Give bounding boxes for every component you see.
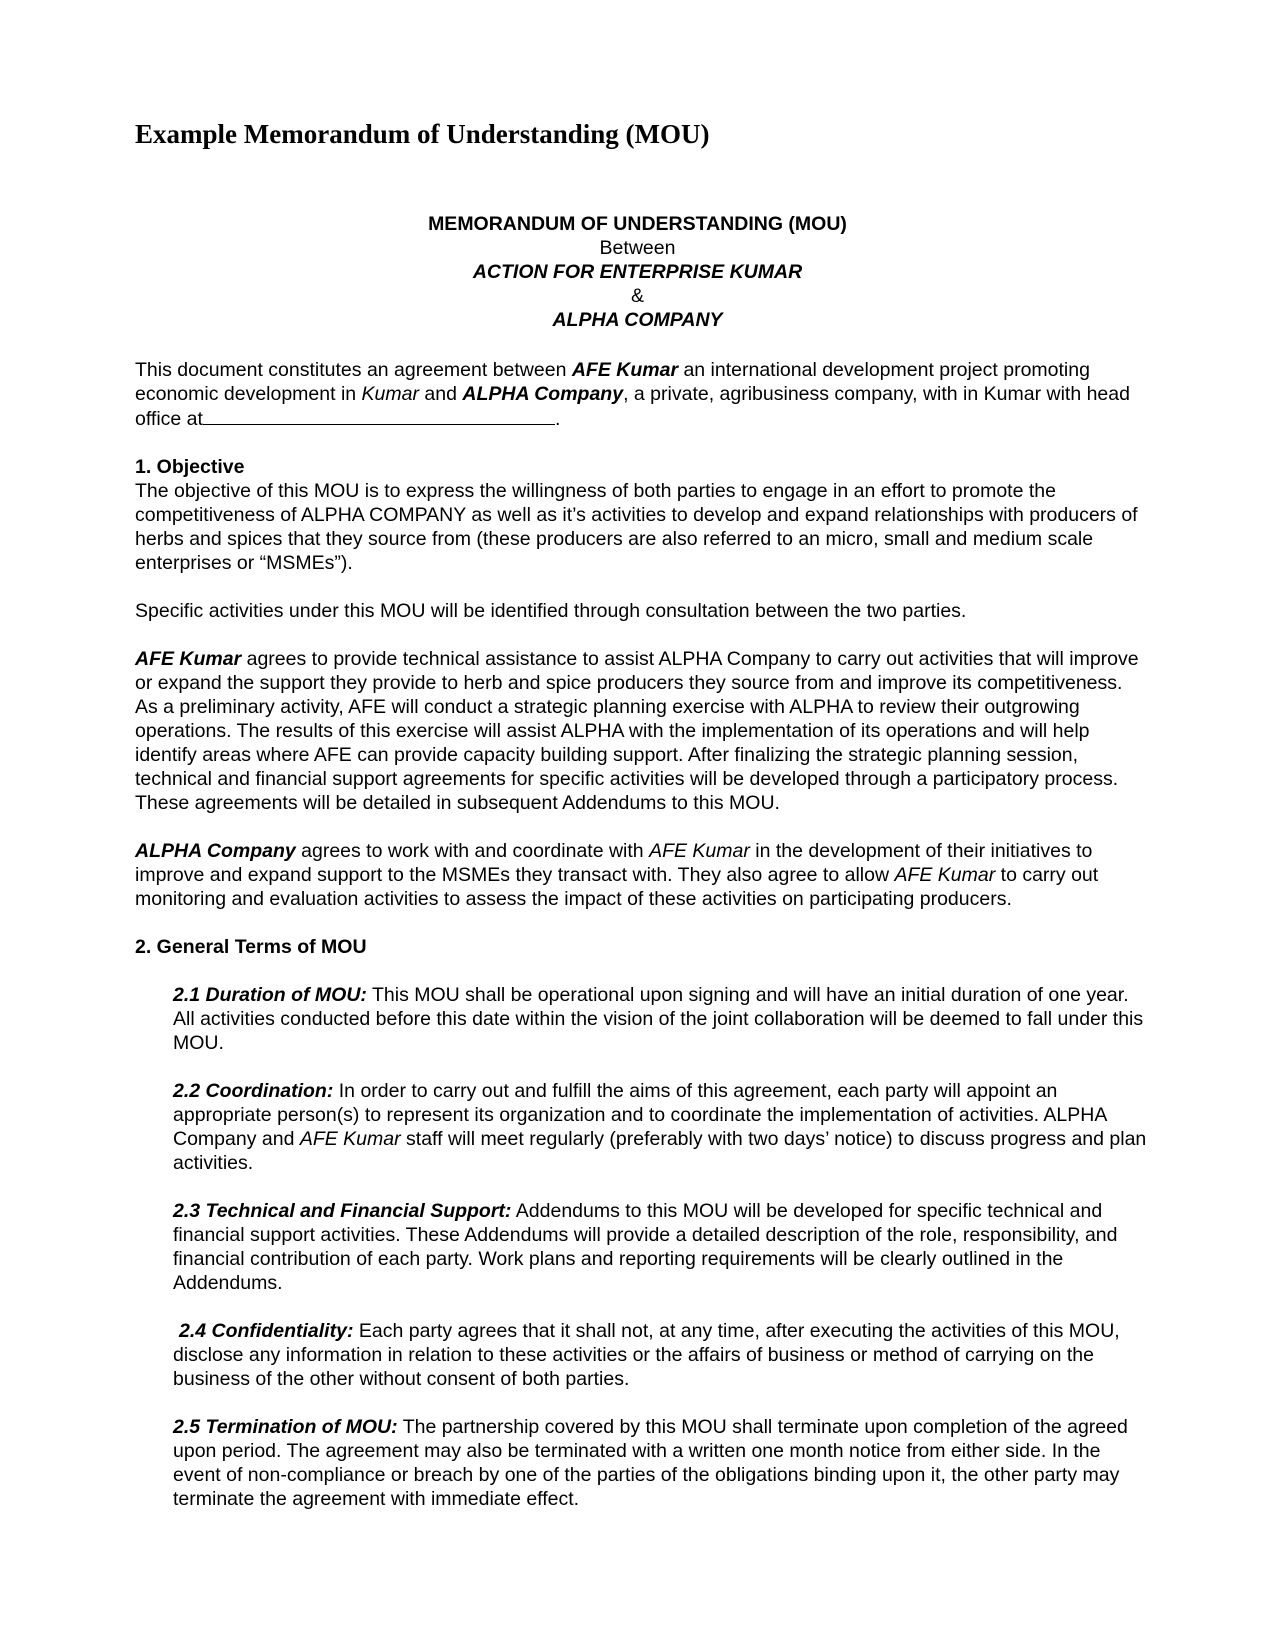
clause-text: Addendums to this MOU will be developed for specific technical and financial support activities. These Addendums will provide a detailed description of the role, responsibility, and financial contribution of each party. Work plans and reporting requirements will be clearly outlined in the Addendums. <box>173 1200 1118 1294</box>
document-body <box>135 358 1147 1511</box>
clause-label: 2.2 Coordination: <box>173 1080 334 1102</box>
afe-text: agrees to provide technical assistance to assist ALPHA Company to carry out activities that will improve or expand the support they provide to herb and spice producers they source from and improve its competitiveness. As a preliminary activity, AFE will conduct a strategic planning exercise with ALPHA to review their outgrowing operations. The results of this exercise will assist ALPHA with the implementation of its operations and will help identify areas where AFE can provide capacity building support. After finalizing the strategic planning session, technical and financial support agreements for specific activities will be developed through a participatory process. These agreements will be detailed in subsequent Addendums to this MOU. <box>135 648 1139 814</box>
alpha-text: to carry out monitoring and evaluation activities to assess the impact of these activities on participating producers. <box>135 864 1099 910</box>
clause-label: 2.5 Termination of MOU: <box>173 1416 398 1438</box>
alpha-text: in the development of their initiatives to improve and expand support to the MSMEs they transact with. They also agree to allow <box>135 840 1093 886</box>
clause-text: The partnership covered by this MOU shall terminate upon completion of the agreed upon period. The agreement may also be terminated with a written one month notice from either side. In the event of non-compliance or breach by one of the parties of the obligations binding upon it, the other party may terminate the agreement with immediate effect. <box>173 1416 1128 1510</box>
mou-header <box>135 212 1140 332</box>
afe-paragraph <box>135 647 1147 815</box>
intro-afe: AFE Kumar <box>571 359 679 381</box>
head-office-blank <box>203 406 555 425</box>
ampersand: & <box>630 285 644 307</box>
alpha-paragraph <box>135 839 1147 911</box>
alpha-lead: ALPHA Company <box>135 840 296 862</box>
intro-text: . <box>554 408 561 430</box>
alpha-afe-ref: AFE Kumar <box>894 864 996 886</box>
clause-2-3 <box>135 1199 1147 1295</box>
activities-paragraph: Specific activities under this MOU will be identified through consultation between the two parties. <box>135 600 967 622</box>
intro-text: an international development project promoting economic development in <box>135 359 1090 405</box>
clause-afe-ref: AFE Kumar <box>299 1128 401 1150</box>
clause-text: In order to carry out and fulfill the aims of this agreement, each party will appoint an appropriate person(s) to represent its organization and to coordinate the implementation of activities. ALPHA Company and <box>173 1080 1107 1150</box>
clause-label: 2.4 Confidentiality: <box>179 1320 354 1342</box>
document-title: Example Memorandum of Understanding (MOU) <box>135 119 710 149</box>
objective-heading: 1. Objective <box>135 456 245 478</box>
clause-label: 2.1 Duration of MOU: <box>173 984 367 1006</box>
clause-text: This MOU shall be operational upon signing and will have an initial duration of one year. All activities conducted before this date within the vision of the joint collaboration will be deemed to fall under this MOU. <box>173 984 1144 1054</box>
general-terms-heading: 2. General Terms of MOU <box>135 936 367 958</box>
between-label: Between <box>599 237 676 259</box>
clause-2-4 <box>135 1319 1147 1391</box>
party-two: ALPHA COMPANY <box>552 309 723 331</box>
party-one: ACTION FOR ENTERPRISE KUMAR <box>472 261 803 283</box>
clause-text: Each party agrees that it shall not, at any time, after executing the activities of this MOU, disclose any information in relation to these activities or the affairs of business or method of carrying on the business of the other without consent of both parties. <box>173 1320 1120 1390</box>
clause-text: staff will meet regularly (preferably with two days’ notice) to discuss progress and plan activities. <box>173 1128 1147 1174</box>
alpha-afe-ref: AFE Kumar <box>649 840 750 862</box>
intro-text: , a private, agribusiness company, with in Kumar with head office at <box>135 383 1130 430</box>
clause-2-2 <box>135 1079 1147 1175</box>
objective-paragraph: The objective of this MOU is to express the willingness of both parties to engage in an effort to promote the competitiveness of ALPHA COMPANY as well as it’s activities to develop and expand relationships with producers of herbs and spices that they source from (these producers are also referred to an micro, small and medium scale enterprises or “MSMEs”). <box>135 480 1138 574</box>
clause-2-1 <box>135 983 1147 1055</box>
intro-kumar: Kumar <box>361 383 419 405</box>
intro-text: This document constitutes an agreement between <box>135 359 572 381</box>
clause-2-5 <box>135 1415 1147 1511</box>
mou-title: MEMORANDUM OF UNDERSTANDING (MOU) <box>428 213 847 235</box>
intro-alpha: ALPHA Company <box>462 383 624 405</box>
afe-lead: AFE Kumar <box>135 648 242 670</box>
intro-paragraph <box>135 358 1147 431</box>
clause-label: 2.3 Technical and Financial Support: <box>173 1200 512 1222</box>
alpha-text: agrees to work with and coordinate with <box>295 840 650 862</box>
intro-text: and <box>418 383 463 405</box>
